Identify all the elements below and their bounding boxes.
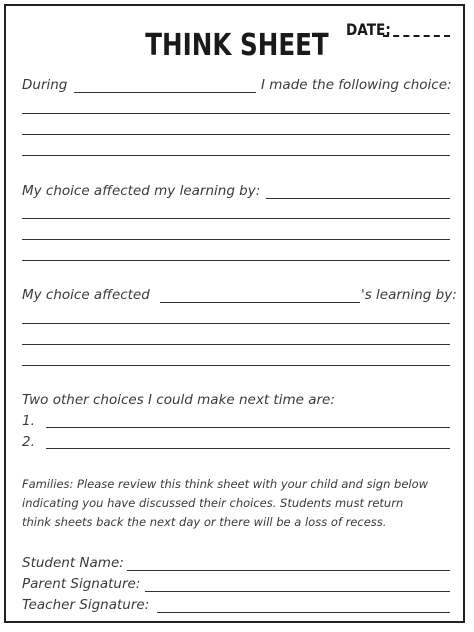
student-name-label: Student Name: bbox=[22, 555, 124, 571]
teacher-signature-field[interactable] bbox=[157, 612, 450, 613]
families-note-line-1: Families: Please review this think sheet with your child and sign below bbox=[22, 477, 429, 491]
choice-line-2[interactable] bbox=[22, 134, 450, 135]
during-label: During bbox=[22, 77, 68, 93]
teacher-signature-label: Teacher Signature: bbox=[22, 597, 150, 613]
choice-line-3[interactable] bbox=[22, 155, 450, 156]
during-field[interactable] bbox=[74, 92, 256, 93]
learning-field[interactable] bbox=[266, 198, 450, 199]
families-note-line-2: indicating you have discussed their choices. Students must return bbox=[22, 496, 404, 510]
page-title: THINK SHEET bbox=[145, 28, 329, 63]
choice-item-1-field[interactable] bbox=[46, 427, 450, 428]
date-label: DATE: bbox=[346, 20, 391, 39]
date-field[interactable] bbox=[383, 35, 450, 37]
learning-prompt: My choice affected my learning by: bbox=[22, 183, 261, 199]
others-prompt-end: 's learning by: bbox=[361, 287, 457, 303]
choice-item-1-label: 1. bbox=[22, 413, 35, 429]
choices-prompt: Two other choices I could make next time are: bbox=[22, 392, 335, 408]
choice-item-2-label: 2. bbox=[22, 434, 35, 450]
parent-signature-label: Parent Signature: bbox=[22, 576, 141, 592]
choice-line-1[interactable] bbox=[22, 113, 450, 114]
page-border bbox=[4, 4, 465, 623]
others-line-1[interactable] bbox=[22, 323, 450, 324]
learning-line-1[interactable] bbox=[22, 218, 450, 219]
choice-label: I made the following choice: bbox=[261, 77, 452, 93]
others-name-field[interactable] bbox=[160, 302, 360, 303]
choice-item-2-field[interactable] bbox=[46, 448, 450, 449]
others-line-2[interactable] bbox=[22, 344, 450, 345]
parent-signature-field[interactable] bbox=[145, 591, 450, 592]
others-prompt-start: My choice affected bbox=[22, 287, 150, 303]
families-note-line-3: think sheets back the next day or there will be a loss of recess. bbox=[22, 515, 387, 529]
others-line-3[interactable] bbox=[22, 365, 450, 366]
student-name-field[interactable] bbox=[127, 570, 450, 571]
learning-line-3[interactable] bbox=[22, 260, 450, 261]
learning-line-2[interactable] bbox=[22, 239, 450, 240]
